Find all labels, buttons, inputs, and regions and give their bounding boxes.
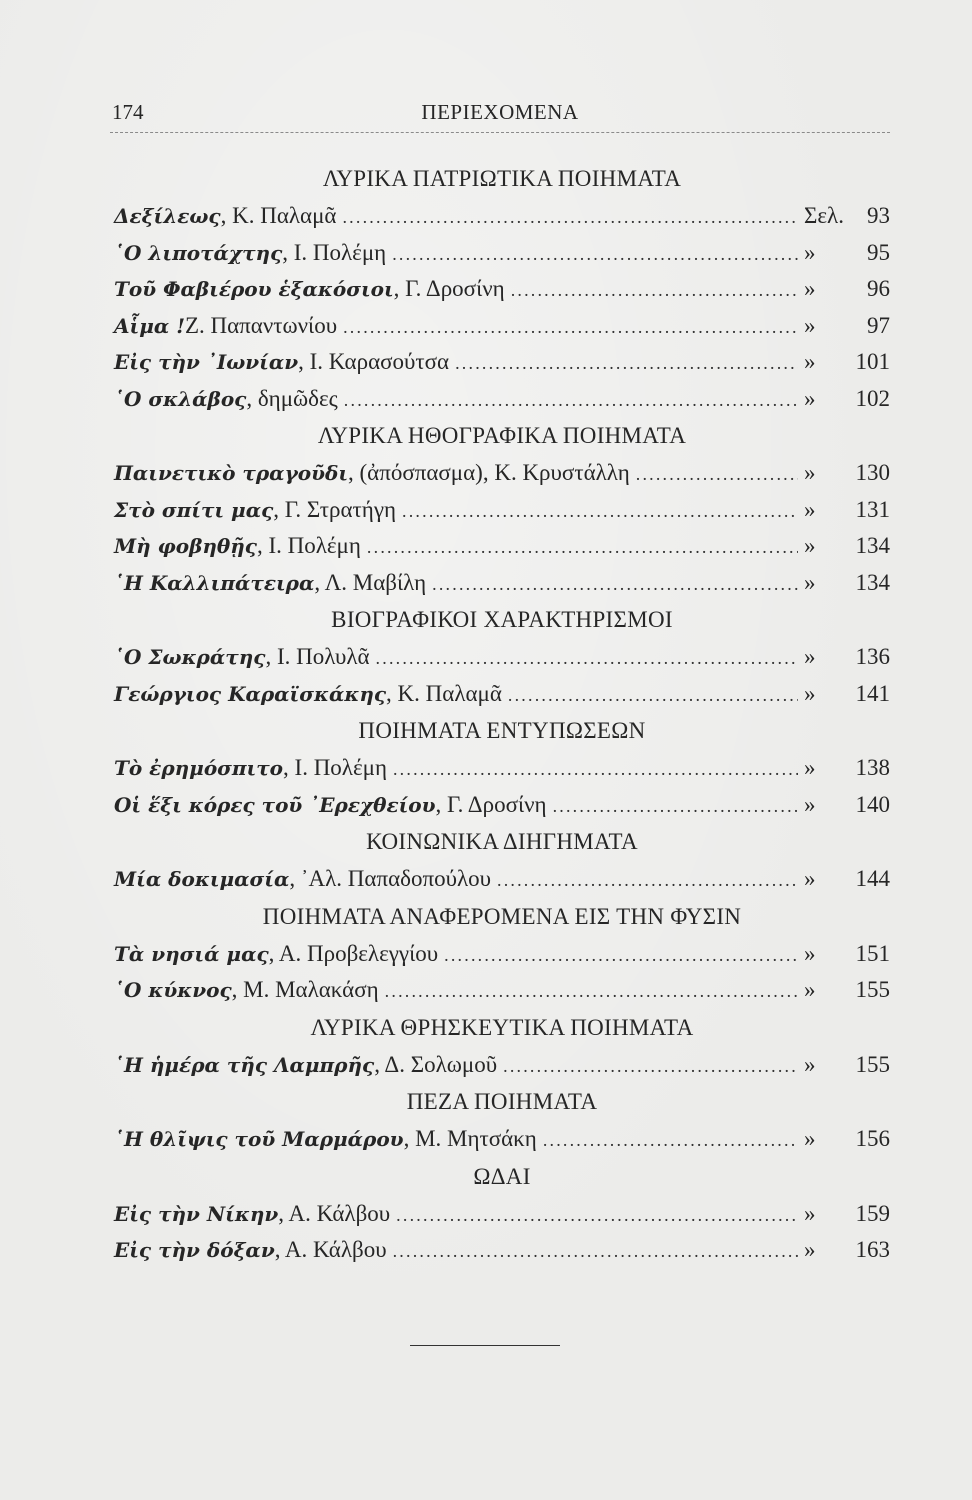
toc-entry: [114, 972, 890, 1009]
dot-leader: [393, 751, 798, 788]
entry-author: , Κ. Παλαμᾶ: [220, 203, 337, 228]
page-prefix: »: [804, 1237, 816, 1262]
dot-leader: [508, 677, 798, 714]
toc-entry: [114, 1047, 890, 1084]
section-heading: ΛΥΡΙΚΑ ΗΘΟΓΡΑΦΙΚΑ ΠΟΙΗΜΑΤΑ: [317, 423, 687, 448]
dot-leader: [543, 1122, 798, 1159]
entry-page-number: 130: [855, 460, 890, 485]
section-heading: ΩΔΑΙ: [473, 1163, 531, 1189]
entry-title: Εἰς τὴν δόξαν: [114, 1238, 275, 1262]
entry-title: Τὸ ἐρημόσπιτο: [114, 756, 284, 780]
section-heading: ΛΥΡΙΚΑ ΘΡΗΣΚΕΥΤΙΚΑ ΠΟΙΗΜΑΤΑ: [310, 1014, 694, 1040]
entry-page-number: 163: [855, 1237, 890, 1262]
dot-leader: [344, 382, 798, 419]
dot-leader: [455, 345, 798, 382]
dot-leader: [367, 529, 798, 566]
entry-title: Παινετικὸ τραγοῦδι: [114, 461, 349, 485]
entry-author: , Ι. Καρασούτσα: [298, 349, 450, 374]
page-prefix: »: [804, 644, 816, 669]
page-prefix: »: [804, 1051, 816, 1077]
toc-entry: [114, 1121, 890, 1158]
dot-leader: [393, 1233, 798, 1270]
entry-page-number: 96: [867, 276, 890, 301]
toc-entry: [114, 1232, 890, 1269]
toc-entry: [114, 787, 890, 824]
entry-title: ῾Η ἡμέρα τῆς Λαμπρῆς: [114, 1052, 375, 1077]
entry-page-number: 155: [855, 1051, 890, 1077]
entry-page-number: 151: [855, 940, 890, 966]
entry-author: , Α. Προβελεγγίου: [268, 940, 439, 966]
entry-author: , Α. Κάλβου: [274, 1237, 387, 1262]
entry-title: ῾Ο λιποτάχτης: [114, 240, 283, 265]
toc-entry: [114, 565, 890, 602]
entry-title: Οἱ ἕξι κόρες τοῦ ᾿Ερεχθείου: [114, 792, 436, 817]
page-prefix: »: [804, 680, 816, 706]
entry-author: , Ι. Πολέμη: [283, 755, 387, 780]
page-prefix: »: [804, 977, 816, 1002]
entry-author: , Μ. Μητσάκη: [403, 1126, 537, 1151]
entry-author: , Γ. Δροσίνη: [435, 791, 547, 817]
dot-leader: [497, 862, 798, 899]
page-prefix: »: [804, 791, 816, 817]
toc-entry: [114, 1196, 890, 1233]
entry-author: , δημῶδες: [246, 385, 338, 411]
toc-entry: [114, 198, 890, 235]
page-header: [110, 100, 890, 133]
section-heading: ΠΟΙΗΜΑΤΑ ΑΝΑΦΕΡΟΜΕΝΑ ΕΙΣ ΤΗΝ ΦΥΣΙΝ: [262, 903, 742, 929]
toc-entry: [114, 676, 890, 713]
section-heading: ΚΟΙΝΩΝΙΚΑ ΔΙΗΓΗΜΑΤΑ: [366, 829, 638, 854]
entry-title: ῾Ο Σωκράτης: [114, 645, 266, 669]
dot-leader: [636, 456, 798, 493]
entry-page-number: 136: [855, 644, 890, 669]
entry-title: ῾Η Καλλιπάτειρα: [114, 570, 315, 595]
entry-page-number: 159: [855, 1200, 890, 1226]
dot-leader: [553, 788, 798, 825]
entry-author: , Δ. Σολωμοῦ: [374, 1051, 498, 1077]
page-prefix: »: [804, 1126, 816, 1151]
entry-author: , Α. Κάλβου: [278, 1200, 391, 1226]
entry-title: Τὰ νησιά μας: [114, 941, 269, 966]
page-prefix: »: [804, 385, 816, 411]
toc-entry: [114, 235, 890, 272]
page-prefix: Σελ.: [804, 203, 844, 228]
entry-title: Τοῦ Φαβιέρου ἑξακόσιοι: [114, 277, 394, 301]
toc-entry: [114, 271, 890, 308]
toc-entry: [114, 639, 890, 676]
entry-author: , (ἀπόσπασμα), Κ. Κρυστάλλη: [348, 460, 630, 485]
entry-title: Εἰς τὴν Νίκην: [114, 1201, 279, 1226]
entry-author: , Μ. Μαλακάση: [231, 977, 379, 1002]
toc-entry: [114, 308, 890, 345]
page-number: 174: [112, 100, 144, 124]
entry-page-number: 138: [855, 755, 890, 780]
dot-leader: [503, 1048, 798, 1085]
entry-title: Στὸ σπίτι μας: [114, 497, 274, 522]
page-prefix: »: [804, 755, 816, 780]
entry-author: , Λ. Μαβίλη: [314, 569, 427, 595]
entry-author: , Γ. Δροσίνη: [393, 276, 505, 301]
entry-page-number: 156: [855, 1126, 890, 1151]
entry-title: ῾Ο κύκνος: [114, 978, 232, 1002]
toc-entry: [114, 528, 890, 565]
toc-entry: [114, 936, 890, 973]
entry-author: , Ι. Πολέμη: [282, 239, 387, 265]
dot-leader: [392, 236, 798, 273]
page-prefix: »: [804, 533, 816, 558]
dot-leader: [376, 640, 798, 677]
section-heading: ΠΕΖΑ ΠΟΙΗΜΑΤΑ: [406, 1089, 598, 1114]
section-heading: ΠΟΙΗΜΑΤΑ ΕΝΤΥΠΩΣΕΩΝ: [358, 718, 646, 743]
dot-leader: [444, 937, 798, 974]
page-prefix: »: [804, 349, 816, 374]
dot-leader: [343, 309, 798, 346]
entry-page-number: 131: [855, 496, 890, 522]
entry-author: , Ι. Πολέμη: [256, 533, 361, 558]
toc-entry: [114, 344, 890, 381]
entry-title: Εἰς τὴν ᾿Ιωνίαν: [114, 350, 299, 374]
entry-title: Γεώργιος Καραϊσκάκης: [114, 681, 387, 706]
entry-title: ῾Ο σκλάβος: [114, 386, 247, 411]
entry-title: Δεξίλεως: [114, 204, 221, 228]
section-heading: ΒΙΟΓΡΑΦΙΚΟΙ ΧΑΡΑΚΤΗΡΙΣΜΟΙ: [331, 607, 673, 632]
dot-leader: [511, 272, 798, 309]
entry-page-number: 155: [855, 977, 890, 1002]
running-head: ΠΕΡΙΕΧΟΜΕΝΑ: [421, 100, 579, 124]
entry-author: , Ι. Πολυλᾶ: [265, 644, 370, 669]
entry-page-number: 97: [867, 312, 890, 338]
page-prefix: »: [804, 239, 816, 265]
toc-entry: [114, 455, 890, 492]
page-prefix: »: [804, 276, 816, 301]
entry-page-number: 95: [867, 239, 890, 265]
entry-author: , Γ. Στρατήγη: [273, 496, 397, 522]
page-prefix: »: [804, 940, 816, 966]
page-prefix: »: [804, 460, 816, 485]
entry-page-number: 140: [855, 791, 890, 817]
entry-author: Ζ. Παπαντωνίου: [184, 312, 338, 338]
dot-leader: [342, 199, 798, 236]
dot-leader: [385, 973, 798, 1010]
entry-author: , Κ. Παλαμᾶ: [386, 680, 502, 706]
toc-entry: [114, 750, 890, 787]
toc-entry: [114, 492, 890, 529]
end-rule: [410, 1345, 560, 1346]
entry-title: ῾Η θλῖψις τοῦ Μαρμάρου: [114, 1127, 404, 1151]
toc-entry: [114, 381, 890, 418]
section-heading: ΛΥΡΙΚΑ ΠΑΤΡΙΩΤΙΚΑ ΠΟΙΗΜΑΤΑ: [322, 166, 682, 191]
entry-title: Αἷμα !: [114, 313, 185, 338]
page-prefix: »: [804, 496, 816, 522]
entry-page-number: 134: [855, 569, 890, 595]
page-prefix: »: [804, 569, 816, 595]
entry-title: Μὴ φοβηθῇς: [114, 534, 257, 558]
entry-author: , ᾿Αλ. Παπαδοπούλου: [289, 866, 491, 891]
page-prefix: »: [804, 1200, 816, 1226]
entry-title: Μία δοκιμασία: [114, 867, 290, 891]
entry-page-number: 102: [855, 385, 890, 411]
dot-leader: [402, 493, 798, 530]
entry-page-number: 144: [855, 866, 890, 891]
page-prefix: »: [804, 866, 816, 891]
dot-leader: [396, 1197, 798, 1234]
table-of-contents: [114, 160, 890, 1269]
entry-page-number: 101: [855, 349, 890, 374]
dot-leader: [432, 566, 798, 603]
entry-page-number: 134: [855, 533, 890, 558]
toc-entry: [114, 861, 890, 898]
entry-page-number: 93: [867, 203, 890, 228]
entry-page-number: 141: [855, 680, 890, 706]
page-prefix: »: [804, 312, 816, 338]
